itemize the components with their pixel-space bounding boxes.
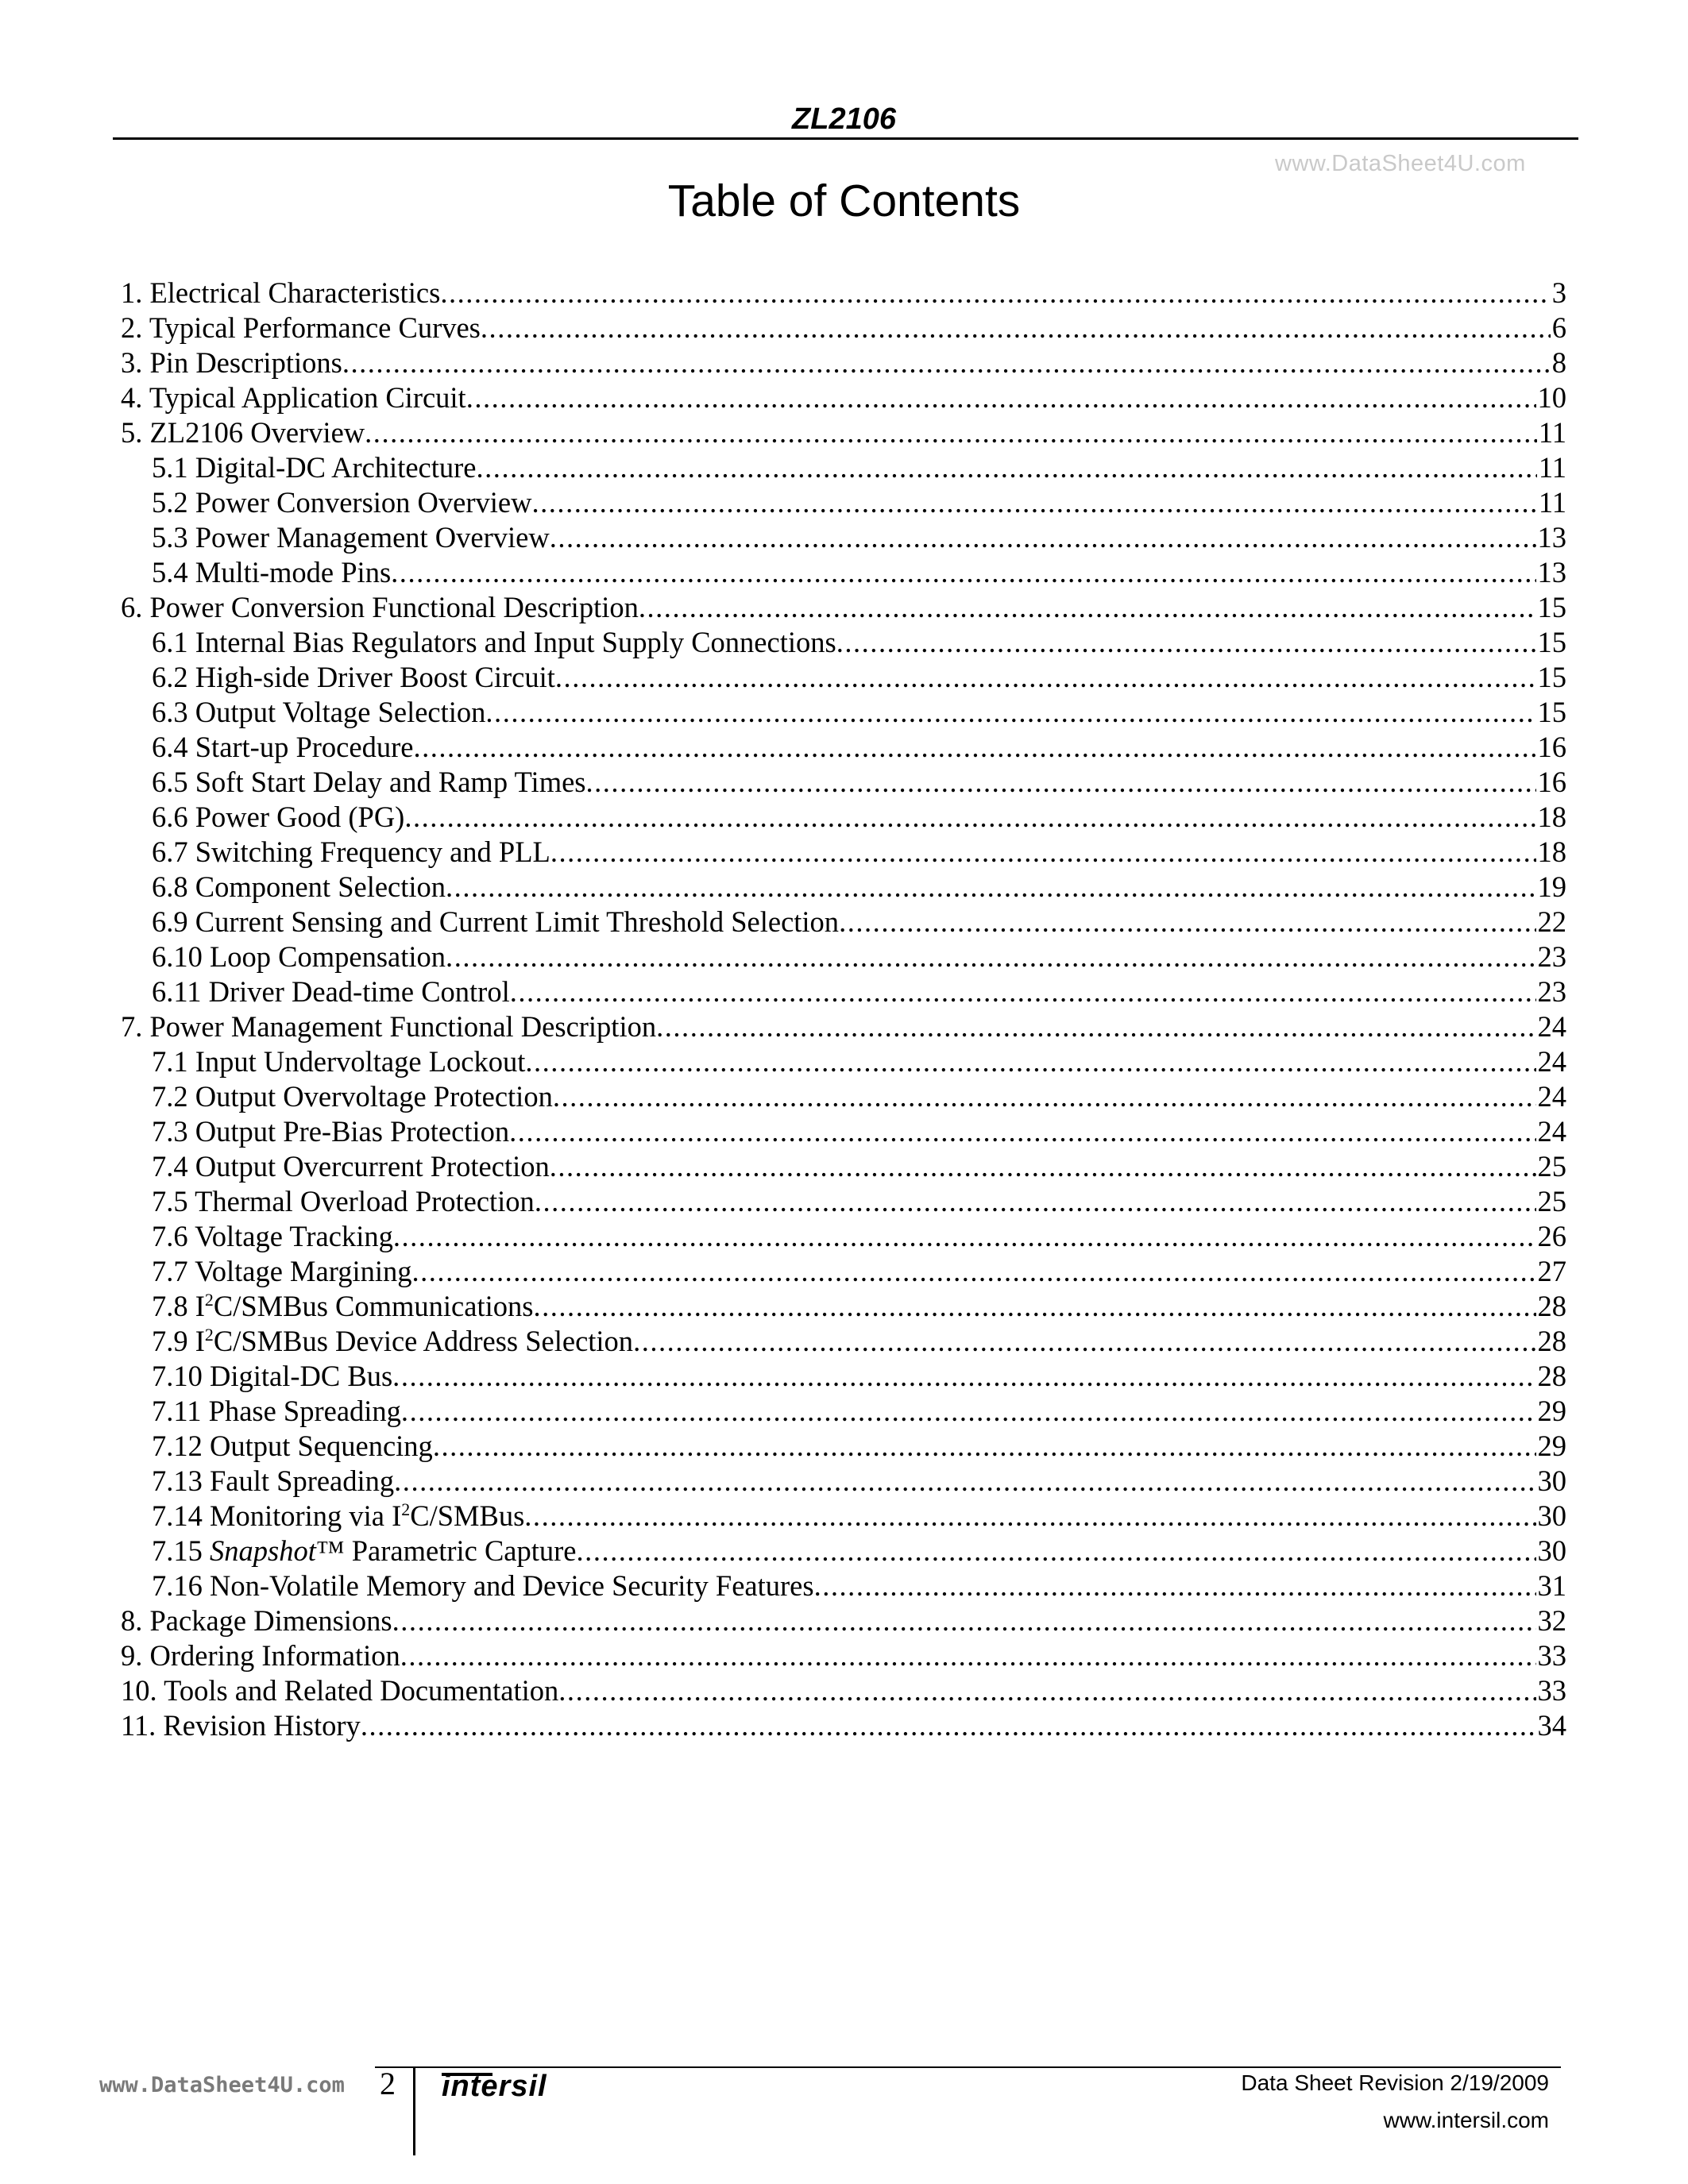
watermark-top: www.DataSheet4U.com: [1275, 151, 1526, 176]
toc-entry[interactable]: [121, 1359, 1566, 1394]
toc-entry[interactable]: [121, 765, 1566, 800]
toc-entry-title: 7.15 Snapshot™ Parametric Capture: [152, 1534, 577, 1567]
toc-entry[interactable]: [121, 625, 1566, 660]
dot-leader: [466, 380, 1536, 415]
dot-leader: [440, 276, 1550, 311]
dot-leader: [411, 1254, 1535, 1289]
toc-entry[interactable]: [121, 1079, 1566, 1114]
intersil-logo: intersil: [442, 2070, 547, 2103]
dot-leader: [555, 660, 1536, 695]
toc-entry[interactable]: [121, 345, 1566, 380]
toc-page-number: 32: [1537, 1604, 1566, 1637]
dot-leader: [361, 1708, 1536, 1743]
toc-entry[interactable]: [121, 1324, 1566, 1359]
footer-watermark: www.DataSheet4U.com: [99, 2073, 345, 2097]
toc-page-number: 11: [1538, 416, 1566, 449]
page-number: 2: [380, 2066, 396, 2101]
toc-entry-title: 6.9 Current Sensing and Current Limit Threshold Selection: [152, 905, 840, 938]
toc-page-number: 33: [1537, 1639, 1566, 1672]
toc-entry-title: 7.4 Output Overcurrent Protection: [152, 1150, 550, 1183]
dot-leader: [550, 520, 1536, 555]
toc-page-number: 18: [1537, 835, 1566, 868]
toc-page-number: 3: [1551, 276, 1566, 309]
dot-leader: [392, 1359, 1535, 1394]
footer-vertical-divider: [413, 2066, 415, 2155]
dot-leader: [814, 1569, 1536, 1603]
toc-page-number: 11: [1538, 486, 1566, 519]
dot-leader: [481, 311, 1551, 345]
toc-page-number: 26: [1537, 1220, 1566, 1252]
toc-page-number: 33: [1537, 1674, 1566, 1707]
toc-entry-title: 6.8 Component Selection: [152, 870, 446, 903]
toc-entry-title: 7.11 Phase Spreading: [152, 1395, 401, 1427]
toc-entry-title: 2. Typical Performance Curves: [121, 311, 481, 344]
toc-page-number: 25: [1537, 1150, 1566, 1183]
toc-entry[interactable]: [121, 870, 1566, 905]
toc-page-number: 28: [1537, 1360, 1566, 1392]
toc-entry-title: 7.2 Output Overvoltage Protection: [152, 1080, 553, 1113]
dot-leader: [446, 870, 1535, 905]
toc-page-number: 10: [1537, 381, 1566, 414]
dot-leader: [393, 1219, 1536, 1254]
toc-entry-title: 7.5 Thermal Overload Protection: [152, 1185, 535, 1217]
toc-page-number: 23: [1537, 940, 1566, 973]
toc-page-number: 24: [1537, 1080, 1566, 1113]
toc-entry-title: 6.7 Switching Frequency and PLL: [152, 835, 550, 868]
dot-leader: [509, 1114, 1535, 1149]
toc-entry[interactable]: [121, 590, 1566, 625]
dot-leader: [558, 1673, 1535, 1708]
toc-page-number: 24: [1537, 1045, 1566, 1078]
dot-leader: [433, 1429, 1536, 1464]
toc-entry[interactable]: [121, 1569, 1566, 1603]
toc-entry[interactable]: [121, 1184, 1566, 1219]
toc-entry[interactable]: [121, 800, 1566, 835]
toc-entry-title: 6.1 Internal Bias Regulators and Input Supply Connections: [152, 626, 836, 658]
toc-entry[interactable]: [121, 1009, 1566, 1044]
toc-page-number: 34: [1537, 1709, 1566, 1742]
toc-entry[interactable]: [121, 1708, 1566, 1743]
dot-leader: [633, 1324, 1535, 1359]
toc-page-number: 30: [1537, 1499, 1566, 1532]
toc-entry[interactable]: [121, 1254, 1566, 1289]
footer-divider: [375, 2066, 1561, 2068]
toc-entry-title: 5.4 Multi-mode Pins: [152, 556, 392, 588]
toc-entry[interactable]: [121, 1429, 1566, 1464]
toc-entry-title: 7.16 Non-Volatile Memory and Device Security Features: [152, 1569, 814, 1602]
toc-page-number: 15: [1537, 696, 1566, 728]
toc-page-number: 19: [1537, 870, 1566, 903]
toc-entry-title: 5.2 Power Conversion Overview: [152, 486, 532, 519]
toc-page-number: 31: [1537, 1569, 1566, 1602]
toc-entry-title: 7.10 Digital-DC Bus: [152, 1360, 393, 1392]
toc-entry-title: 7.9 $I^2C$/SMBus Device Address Selection: [152, 1324, 634, 1357]
toc-entry-title: 7.13 Fault Spreading: [152, 1464, 395, 1497]
toc-entry[interactable]: [121, 1289, 1566, 1324]
toc-entry[interactable]: [121, 1394, 1566, 1429]
dot-leader: [391, 555, 1535, 590]
toc-entry[interactable]: [121, 835, 1566, 870]
dot-leader: [639, 590, 1536, 625]
dot-leader: [525, 1044, 1535, 1079]
toc-entry-title: 11. Revision History: [121, 1709, 361, 1742]
toc-page-number: 16: [1537, 766, 1566, 798]
dot-leader: [485, 695, 1535, 730]
toc-entry[interactable]: [121, 1044, 1566, 1079]
toc-entry-title: 5.3 Power Management Overview: [152, 521, 550, 554]
toc-entry-title: 6.6 Power Good (PG): [152, 801, 405, 833]
toc-page-number: 29: [1537, 1395, 1566, 1427]
toc-entry[interactable]: [121, 520, 1566, 555]
header-divider: [113, 137, 1578, 140]
dot-leader: [577, 1534, 1536, 1569]
footer-url[interactable]: www.intersil.com: [1383, 2108, 1549, 2132]
dot-leader: [342, 345, 1551, 380]
toc-entry[interactable]: [121, 660, 1566, 695]
dot-leader: [404, 800, 1535, 835]
toc-page-number: 25: [1537, 1185, 1566, 1217]
toc-page-number: 24: [1537, 1115, 1566, 1148]
toc-entry-title: 3. Pin Descriptions: [121, 346, 342, 379]
dot-leader: [524, 1499, 1535, 1534]
dot-leader: [400, 1638, 1536, 1673]
dot-leader: [392, 1603, 1536, 1638]
toc-entry-title: 5. ZL2106 Overview: [121, 416, 365, 449]
toc-page-number: 24: [1537, 1010, 1566, 1043]
toc-page-number: 15: [1537, 591, 1566, 623]
dot-leader: [553, 1079, 1536, 1114]
toc-page-number: 28: [1537, 1325, 1566, 1357]
toc-entry[interactable]: [121, 730, 1566, 765]
datasheet-revision: Data Sheet Revision 2/19/2009: [1241, 2070, 1549, 2095]
toc-title: Table of Contents: [667, 176, 1021, 226]
toc-page-number: 6: [1551, 311, 1566, 344]
toc-entry[interactable]: [121, 940, 1566, 974]
toc-entry-title: 7. Power Management Functional Description: [121, 1010, 657, 1043]
dot-leader: [510, 974, 1536, 1009]
toc-entry-title: 7.6 Voltage Tracking: [152, 1220, 393, 1252]
toc-entry[interactable]: [121, 1673, 1566, 1708]
toc-page-number: 18: [1537, 801, 1566, 833]
toc-entry[interactable]: [121, 1219, 1566, 1254]
toc-entry[interactable]: [121, 1114, 1566, 1149]
toc-page-number: 8: [1551, 346, 1566, 379]
toc-entry[interactable]: [121, 380, 1566, 415]
toc-entry-title: 7.3 Output Pre-Bias Protection: [152, 1115, 510, 1148]
toc-page-number: 28: [1537, 1290, 1566, 1322]
dot-leader: [446, 940, 1535, 974]
toc-entry[interactable]: [121, 1638, 1566, 1673]
dot-leader: [401, 1394, 1536, 1429]
toc-page-number: 23: [1537, 975, 1566, 1008]
toc-page-number: 30: [1537, 1534, 1566, 1567]
toc-entry[interactable]: [121, 450, 1566, 485]
dot-leader: [550, 1149, 1536, 1184]
toc-entry-title: 6.5 Soft Start Delay and Ramp Times: [152, 766, 586, 798]
toc-entry[interactable]: [121, 1603, 1566, 1638]
dot-leader: [550, 835, 1536, 870]
dot-leader: [365, 415, 1537, 450]
toc-entry-title: 6.2 High-side Driver Boost Circuit: [152, 661, 555, 693]
toc-entry-title: 7.1 Input Undervoltage Lockout: [152, 1045, 526, 1078]
dot-leader: [836, 625, 1536, 660]
toc-entry-title: 10. Tools and Related Documentation: [121, 1674, 559, 1707]
toc-page-number: 15: [1537, 661, 1566, 693]
toc-page-number: 27: [1537, 1255, 1566, 1287]
dot-leader: [533, 1289, 1535, 1324]
toc-entry-title: 7.14 Monitoring via $I^2C$/SMBus: [152, 1499, 525, 1532]
toc-entry[interactable]: [121, 485, 1566, 520]
toc-entry-title: 5.1 Digital-DC Architecture: [152, 451, 477, 484]
toc-entry[interactable]: [121, 905, 1566, 940]
dot-leader: [477, 450, 1537, 485]
toc-entry-title: 7.12 Output Sequencing: [152, 1430, 433, 1462]
toc-entry[interactable]: [121, 1499, 1566, 1534]
toc-entry-title: 7.8 $I^2C$/SMBus Communications: [152, 1289, 534, 1322]
dot-leader: [535, 1184, 1536, 1219]
dot-leader: [531, 485, 1536, 520]
document-title: ZL2106: [792, 102, 896, 136]
toc-list: [121, 276, 1566, 1743]
dot-leader: [839, 905, 1535, 940]
toc-entry[interactable]: [121, 1149, 1566, 1184]
toc-entry-title: 4. Typical Application Circuit: [121, 381, 466, 414]
toc-entry[interactable]: [121, 1534, 1566, 1569]
toc-page-number: 16: [1537, 731, 1566, 763]
toc-entry[interactable]: [121, 695, 1566, 730]
toc-entry-title: 6.3 Output Voltage Selection: [152, 696, 486, 728]
toc-page-number: 15: [1537, 626, 1566, 658]
toc-entry-title: 6.4 Start-up Procedure: [152, 731, 414, 763]
dot-leader: [413, 730, 1535, 765]
toc-entry-title: 1. Electrical Characteristics: [121, 276, 441, 309]
toc-page-number: 13: [1537, 521, 1566, 554]
toc-entry[interactable]: [121, 974, 1566, 1009]
toc-page-number: 22: [1537, 905, 1566, 938]
toc-page-number: 11: [1538, 451, 1566, 484]
dot-leader: [585, 765, 1535, 800]
toc-entry-title: 6. Power Conversion Functional Description: [121, 591, 639, 623]
toc-page-number: 30: [1537, 1464, 1566, 1497]
toc-page-number: 29: [1537, 1430, 1566, 1462]
toc-entry-title: 6.11 Driver Dead-time Control: [152, 975, 510, 1008]
toc-entry[interactable]: [121, 555, 1566, 590]
toc-entry[interactable]: [121, 276, 1566, 311]
toc-entry[interactable]: [121, 415, 1566, 450]
dot-leader: [394, 1464, 1535, 1499]
dot-leader: [656, 1009, 1535, 1044]
toc-entry-title: 9. Ordering Information: [121, 1639, 400, 1672]
toc-entry-title: 8. Package Dimensions: [121, 1604, 392, 1637]
toc-entry-title: 6.10 Loop Compensation: [152, 940, 446, 973]
toc-entry-title: 7.7 Voltage Margining: [152, 1255, 412, 1287]
toc-entry[interactable]: [121, 311, 1566, 345]
toc-entry[interactable]: [121, 1464, 1566, 1499]
toc-page-number: 13: [1537, 556, 1566, 588]
